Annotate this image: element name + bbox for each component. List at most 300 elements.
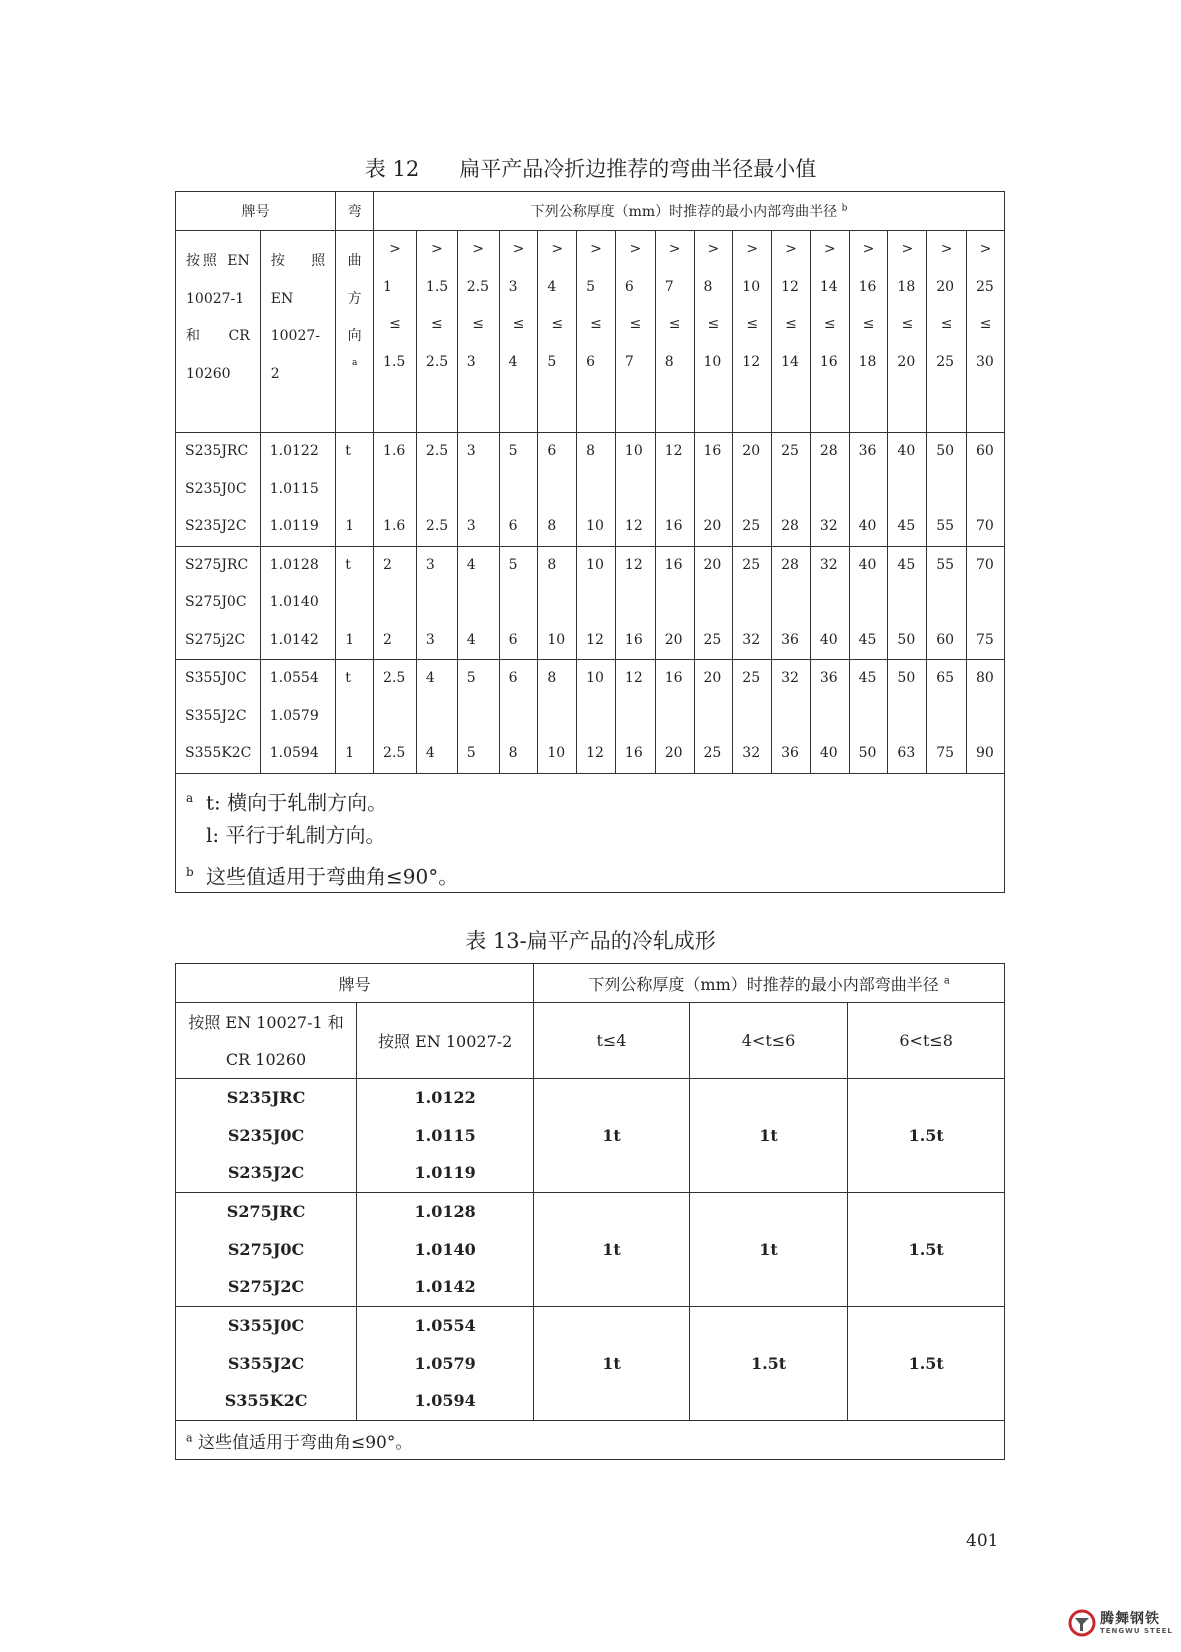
- greater-than-symbol: >: [629, 241, 642, 257]
- range-lower-bound: 8: [703, 278, 713, 295]
- bend-radius-value: 1t: [689, 1193, 848, 1307]
- less-equal-symbol: ≤: [862, 316, 875, 332]
- table-row: [176, 1307, 1005, 1421]
- thickness-header-text: 下列公称厚度（mm）时推荐的最小内部弯曲半径: [530, 204, 838, 220]
- radius-transverse-value: 4: [425, 670, 435, 686]
- less-equal-symbol: ≤: [472, 316, 485, 332]
- spacer: [458, 698, 499, 736]
- greater-than-symbol: >: [940, 241, 953, 257]
- en10027-1-header-line: 和 CR: [186, 328, 250, 344]
- spacer: [336, 698, 373, 736]
- greater-than-symbol: >: [979, 241, 992, 257]
- direction-header-line: 曲: [347, 253, 362, 269]
- range-lower-bound: 3: [508, 278, 518, 295]
- direction-cell: [336, 546, 374, 660]
- spacer: [616, 471, 655, 509]
- radius-cell: [416, 433, 457, 547]
- radius-transverse-value: 45: [858, 670, 877, 686]
- material-number-cell: [260, 660, 336, 774]
- thickness-range-header: [615, 231, 655, 433]
- material-number-cell: [357, 1079, 534, 1193]
- radius-transverse-value: 32: [819, 556, 838, 573]
- t13-range-header: t≤4: [534, 1003, 690, 1079]
- grade-name: S235JRC: [185, 443, 249, 459]
- range-upper-bound: 30: [976, 353, 994, 370]
- radius-transverse-value: 50: [897, 670, 916, 686]
- table13-caption: 表 13-扁平产品的冷轧成形: [465, 929, 716, 953]
- grade-name: S235J2C: [227, 1163, 305, 1183]
- radius-transverse-value: 25: [742, 670, 761, 686]
- radius-longitudinal-value: 63: [897, 745, 916, 761]
- material-number: 1.0119: [269, 518, 319, 534]
- radius-transverse-value: 16: [664, 670, 683, 686]
- radius-longitudinal-value: 55: [936, 518, 955, 534]
- radius-longitudinal-value: 60: [936, 631, 955, 648]
- t13-en10027-1-header: [176, 1003, 357, 1079]
- radius-longitudinal-value: 8: [508, 745, 518, 761]
- radius-transverse-value: 5: [508, 556, 518, 573]
- spacer: [967, 584, 1004, 622]
- range-upper-bound: 25: [936, 353, 955, 370]
- material-number: 1.0554: [414, 1316, 476, 1336]
- material-number: 1.0142: [269, 631, 319, 648]
- radius-transverse-value: 2.5: [425, 443, 449, 459]
- notes-cell: [176, 1421, 1005, 1460]
- radius-longitudinal-value: 16: [624, 745, 643, 761]
- radius-transverse-value: 36: [858, 443, 877, 459]
- radius-cell: [416, 546, 457, 660]
- range-lower-bound: 12: [781, 278, 799, 295]
- spacer: [577, 584, 615, 622]
- material-number: 1.0122: [414, 1088, 476, 1108]
- notes-row: [176, 773, 1005, 892]
- spacer: [577, 471, 615, 509]
- radius-longitudinal-value: 32: [742, 631, 761, 648]
- thickness-range-header: [927, 231, 967, 433]
- table12-caption-number: 表 12: [364, 157, 420, 181]
- material-number: 1.0140: [269, 594, 319, 610]
- range-upper-bound: 16: [819, 353, 838, 370]
- greater-than-symbol: >: [551, 241, 564, 257]
- grade-cell: [176, 660, 261, 774]
- spacer: [967, 698, 1004, 736]
- footnote: [186, 854, 1004, 891]
- spacer: [374, 584, 416, 622]
- table12-caption: [0, 153, 1181, 183]
- notes-row: [176, 1421, 1005, 1460]
- spacer: [811, 698, 849, 736]
- radius-cell: [967, 546, 1005, 660]
- greater-than-symbol: >: [862, 241, 875, 257]
- less-equal-symbol: ≤: [512, 316, 525, 332]
- radius-transverse-value: 25: [742, 556, 761, 573]
- radius-transverse-value: 45: [897, 556, 916, 573]
- radius-transverse-value: 16: [703, 443, 722, 459]
- spacer: [500, 698, 538, 736]
- radius-cell: [772, 546, 811, 660]
- radius-cell: [655, 433, 694, 547]
- table12-caption-title: 扁平产品冷折边推荐的弯曲半径最小值: [459, 157, 817, 181]
- range-lower-bound: 2.5: [466, 278, 489, 295]
- radius-cell: [416, 660, 457, 774]
- spacer: [500, 471, 538, 509]
- radius-longitudinal-value: 40: [858, 518, 877, 534]
- grade-cell: [176, 1079, 357, 1193]
- radius-longitudinal-value: 32: [819, 518, 838, 534]
- radius-transverse-value: 12: [624, 556, 643, 573]
- range-upper-bound: 4: [508, 353, 518, 370]
- radius-transverse-value: 16: [664, 556, 683, 573]
- spacer: [927, 471, 966, 509]
- radius-cell: [849, 660, 888, 774]
- grade-cell: [176, 433, 261, 547]
- material-number: 1.0554: [269, 670, 319, 686]
- radius-longitudinal-value: 12: [624, 518, 643, 534]
- radius-transverse-value: 10: [586, 670, 604, 686]
- thickness-range-header: [810, 231, 849, 433]
- material-number: 1.0115: [414, 1125, 476, 1145]
- radius-cell: [655, 660, 694, 774]
- cold-roll-forming-table: [175, 963, 1005, 1460]
- radius-transverse-value: 40: [858, 556, 877, 573]
- footnote-text: 这些值适用于弯曲角≤90°。: [197, 1432, 413, 1453]
- radius-longitudinal-value: 3: [466, 518, 476, 534]
- t13-range-header: 6<t≤8: [848, 1003, 1005, 1079]
- radius-transverse-value: 36: [819, 670, 838, 686]
- bend-radius-value: 1t: [534, 1079, 690, 1193]
- spacer: [927, 698, 966, 736]
- thickness-range-header: [457, 231, 499, 433]
- spacer: [927, 584, 966, 622]
- range-upper-bound: 2.5: [425, 353, 449, 370]
- spacer: [458, 471, 499, 509]
- radius-transverse-value: 20: [703, 556, 722, 573]
- less-equal-symbol: ≤: [551, 316, 564, 332]
- spacer: [538, 471, 576, 509]
- less-equal-symbol: ≤: [707, 316, 720, 332]
- thickness-range-header: [888, 231, 927, 433]
- radius-longitudinal-value: 25: [703, 745, 722, 761]
- spacer: [888, 698, 926, 736]
- radius-longitudinal-value: 75: [936, 745, 955, 761]
- grade-name: S235JRC: [226, 1088, 306, 1108]
- footnote-marker: a: [186, 790, 194, 805]
- grade-cell: [176, 546, 261, 660]
- grade-name: S275J2C: [227, 1277, 305, 1297]
- thickness-range-header: [733, 231, 772, 433]
- radius-longitudinal-value: 4: [425, 745, 435, 761]
- grade-name: S355K2C: [224, 1391, 308, 1411]
- t13-grade-header: 牌号: [176, 964, 534, 1003]
- range-upper-bound: 10: [703, 353, 722, 370]
- bending-radius-table: [175, 191, 1005, 893]
- radius-cell: [577, 546, 616, 660]
- direction-longitudinal: 1: [345, 631, 355, 648]
- direction-transverse: t: [345, 556, 351, 573]
- footnote-marker: a: [186, 1430, 193, 1444]
- radius-longitudinal-value: 50: [897, 631, 916, 648]
- radius-longitudinal-value: 20: [703, 518, 722, 534]
- footnote-text: l: 平行于轧制方向。: [206, 822, 386, 847]
- bend-radius-value: 1t: [689, 1079, 848, 1193]
- radius-transverse-value: 12: [664, 443, 683, 459]
- material-number: 1.0594: [269, 745, 319, 761]
- thickness-range-header: [967, 231, 1005, 433]
- spacer: [458, 584, 499, 622]
- radius-cell: [457, 546, 499, 660]
- radius-transverse-value: 50: [936, 443, 955, 459]
- direction-cell: [336, 660, 374, 774]
- logo-chinese-name: 腾舞钢铁: [1100, 1610, 1160, 1627]
- material-number: 1.0579: [414, 1353, 476, 1373]
- footnote-text: t: 横向于轧制方向。: [206, 790, 388, 815]
- greater-than-symbol: >: [707, 241, 720, 257]
- radius-transverse-value: 20: [742, 443, 761, 459]
- t13-en10027-2-header: 按照 EN 10027-2: [357, 1003, 534, 1079]
- greater-than-symbol: >: [590, 241, 602, 257]
- spacer: [772, 584, 810, 622]
- radius-cell: [772, 433, 811, 547]
- spacer: [695, 698, 733, 736]
- range-lower-bound: 1: [383, 278, 392, 295]
- radius-cell: [694, 546, 733, 660]
- grade-header: 牌号: [176, 192, 336, 231]
- radius-longitudinal-value: 6: [508, 631, 518, 648]
- radius-longitudinal-value: 36: [781, 631, 799, 648]
- en10027-2-header-line: 10027-2: [270, 328, 321, 382]
- table-row: [176, 660, 1005, 774]
- table-row: [176, 1193, 1005, 1307]
- spacer: [888, 584, 926, 622]
- radius-transverse-value: 55: [936, 556, 955, 573]
- radius-longitudinal-value: 2: [383, 631, 392, 648]
- tengwu-logo-icon: [1068, 1609, 1096, 1637]
- radius-cell: [888, 433, 927, 547]
- range-upper-bound: 6: [586, 353, 596, 370]
- radius-cell: [538, 433, 577, 547]
- grade-cell: [176, 1193, 357, 1307]
- range-lower-bound: 6: [624, 278, 634, 295]
- radius-cell: [967, 433, 1005, 547]
- direction-header-top: 弯: [336, 192, 374, 231]
- less-equal-symbol: ≤: [823, 316, 836, 332]
- page-number: 401: [966, 1531, 999, 1551]
- radius-longitudinal-value: 20: [664, 631, 683, 648]
- direction-header-line: 向: [347, 328, 362, 344]
- radius-longitudinal-value: 75: [976, 631, 994, 648]
- material-number: 1.0115: [269, 480, 319, 497]
- bend-radius-value: 1.5t: [848, 1193, 1005, 1307]
- material-number-cell: [357, 1193, 534, 1307]
- material-number-cell: [357, 1307, 534, 1421]
- grade-name: S275JRC: [226, 1202, 306, 1222]
- less-equal-symbol: ≤: [746, 316, 759, 332]
- t13-thickness-header-sup: a: [943, 975, 950, 987]
- radius-longitudinal-value: 1.6: [383, 518, 406, 534]
- spacer: [417, 584, 457, 622]
- radius-longitudinal-value: 4: [466, 631, 476, 648]
- spacer: [374, 698, 416, 736]
- radius-longitudinal-value: 16: [664, 518, 683, 534]
- spacer: [733, 584, 771, 622]
- radius-cell: [810, 546, 849, 660]
- radius-cell: [577, 660, 616, 774]
- radius-longitudinal-value: 10: [547, 745, 566, 761]
- spacer: [538, 698, 576, 736]
- direction-transverse: t: [345, 670, 351, 686]
- radius-cell: [374, 660, 417, 774]
- radius-cell: [538, 546, 577, 660]
- grade-name: S235J2C: [185, 518, 247, 534]
- radius-longitudinal-value: 25: [703, 631, 722, 648]
- radius-cell: [374, 433, 417, 547]
- range-lower-bound: 10: [742, 278, 761, 295]
- radius-cell: [967, 660, 1005, 774]
- spacer: [772, 471, 810, 509]
- radius-longitudinal-value: 32: [742, 745, 761, 761]
- thickness-range-header: [374, 231, 417, 433]
- material-number: 1.0140: [414, 1239, 476, 1259]
- radius-transverse-value: 6: [547, 443, 557, 459]
- footnote-text: 这些值适用于弯曲角≤90°。: [206, 864, 459, 889]
- radius-transverse-value: 40: [897, 443, 916, 459]
- radius-longitudinal-value: 2.5: [425, 518, 449, 534]
- range-lower-bound: 5: [586, 278, 596, 295]
- radius-cell: [927, 546, 967, 660]
- radius-transverse-value: 4: [466, 556, 476, 573]
- radius-transverse-value: 10: [586, 556, 604, 573]
- radius-transverse-value: 1.6: [383, 443, 406, 459]
- grade-name: S275J0C: [185, 594, 247, 610]
- spacer: [733, 471, 771, 509]
- material-number: 1.0122: [269, 443, 319, 459]
- radius-longitudinal-value: 5: [466, 745, 476, 761]
- less-equal-symbol: ≤: [389, 316, 401, 332]
- t13-en10027-1-header-line: 按照 EN 10027-1 和: [188, 1012, 344, 1032]
- grade-name: S275j2C: [185, 631, 246, 648]
- radius-longitudinal-value: 6: [508, 518, 518, 534]
- notes-cell: [176, 773, 1005, 892]
- range-upper-bound: 20: [897, 353, 916, 370]
- t13-range-header: 4<t≤6: [689, 1003, 848, 1079]
- bend-radius-value: 1.5t: [848, 1307, 1005, 1421]
- material-number: 1.0142: [414, 1277, 476, 1297]
- logo-english-name: TENGWU STEEL: [1100, 1626, 1173, 1635]
- thickness-range-header: [416, 231, 457, 433]
- range-lower-bound: 14: [819, 278, 838, 295]
- grade-name: S355J2C: [185, 707, 247, 724]
- thickness-range-header: [577, 231, 616, 433]
- range-lower-bound: 16: [858, 278, 877, 295]
- radius-cell: [810, 660, 849, 774]
- material-number-cell: [260, 546, 336, 660]
- radius-transverse-value: 28: [781, 556, 799, 573]
- radius-cell: [615, 660, 655, 774]
- radius-cell: [733, 433, 772, 547]
- grade-name: S355J0C: [185, 670, 247, 686]
- radius-cell: [888, 660, 927, 774]
- thickness-range-header: [538, 231, 577, 433]
- radius-longitudinal-value: 45: [897, 518, 916, 534]
- spacer: [695, 584, 733, 622]
- t13-thickness-header: [534, 964, 1005, 1003]
- radius-transverse-value: 8: [547, 556, 557, 573]
- less-equal-symbol: ≤: [785, 316, 797, 332]
- radius-longitudinal-value: 45: [858, 631, 877, 648]
- material-number-cell: [260, 433, 336, 547]
- grade-name: S235J0C: [185, 480, 247, 497]
- radius-transverse-value: 5: [508, 443, 518, 459]
- greater-than-symbol: >: [823, 241, 836, 257]
- en10027-2-header-line: EN: [270, 290, 294, 307]
- spacer: [850, 471, 888, 509]
- grade-cell: [176, 1307, 357, 1421]
- radius-transverse-value: 3: [466, 443, 476, 459]
- radius-transverse-value: 8: [586, 443, 596, 459]
- direction-header: [336, 231, 374, 433]
- footnote-marker: b: [186, 864, 194, 879]
- thickness-range-header: [849, 231, 888, 433]
- thickness-range-header: [772, 231, 811, 433]
- radius-cell: [538, 660, 577, 774]
- radius-longitudinal-value: 12: [586, 631, 604, 648]
- direction-header-sup: a: [351, 357, 358, 368]
- direction-longitudinal: 1: [345, 745, 355, 761]
- thickness-header: [374, 192, 1005, 231]
- radius-transverse-value: 80: [976, 670, 994, 686]
- grade-name: S355K2C: [185, 745, 252, 761]
- less-equal-symbol: ≤: [901, 316, 914, 332]
- radius-transverse-value: 10: [624, 443, 643, 459]
- thickness-header-sup: b: [841, 203, 848, 214]
- radius-longitudinal-value: 12: [586, 745, 604, 761]
- radius-transverse-value: 65: [936, 670, 955, 686]
- en10027-2-header: [260, 231, 336, 433]
- less-equal-symbol: ≤: [668, 316, 681, 332]
- range-upper-bound: 12: [742, 353, 761, 370]
- radius-cell: [694, 433, 733, 547]
- spacer: [811, 471, 849, 509]
- grade-name: S275J0C: [227, 1239, 305, 1259]
- radius-cell: [772, 660, 811, 774]
- grade-name: S355J2C: [227, 1353, 305, 1373]
- range-upper-bound: 14: [781, 353, 799, 370]
- less-equal-symbol: ≤: [590, 316, 602, 332]
- radius-cell: [457, 660, 499, 774]
- radius-transverse-value: 8: [547, 670, 557, 686]
- radius-transverse-value: 3: [425, 556, 435, 573]
- less-equal-symbol: ≤: [629, 316, 642, 332]
- range-upper-bound: 1.5: [383, 353, 406, 370]
- radius-longitudinal-value: 40: [819, 631, 838, 648]
- en10027-1-header-line: 10260: [186, 365, 231, 382]
- radius-longitudinal-value: 16: [624, 631, 643, 648]
- bend-radius-value: 1.5t: [689, 1307, 848, 1421]
- spacer: [500, 584, 538, 622]
- thickness-range-header: [655, 231, 694, 433]
- range-lower-bound: 20: [936, 278, 955, 295]
- radius-cell: [577, 433, 616, 547]
- spacer: [967, 471, 1004, 509]
- spacer: [616, 698, 655, 736]
- table-row: [176, 433, 1005, 547]
- spacer: [850, 584, 888, 622]
- radius-cell: [810, 433, 849, 547]
- less-equal-symbol: ≤: [940, 316, 953, 332]
- direction-cell: [336, 433, 374, 547]
- range-upper-bound: 7: [624, 353, 634, 370]
- radius-longitudinal-value: 3: [425, 631, 435, 648]
